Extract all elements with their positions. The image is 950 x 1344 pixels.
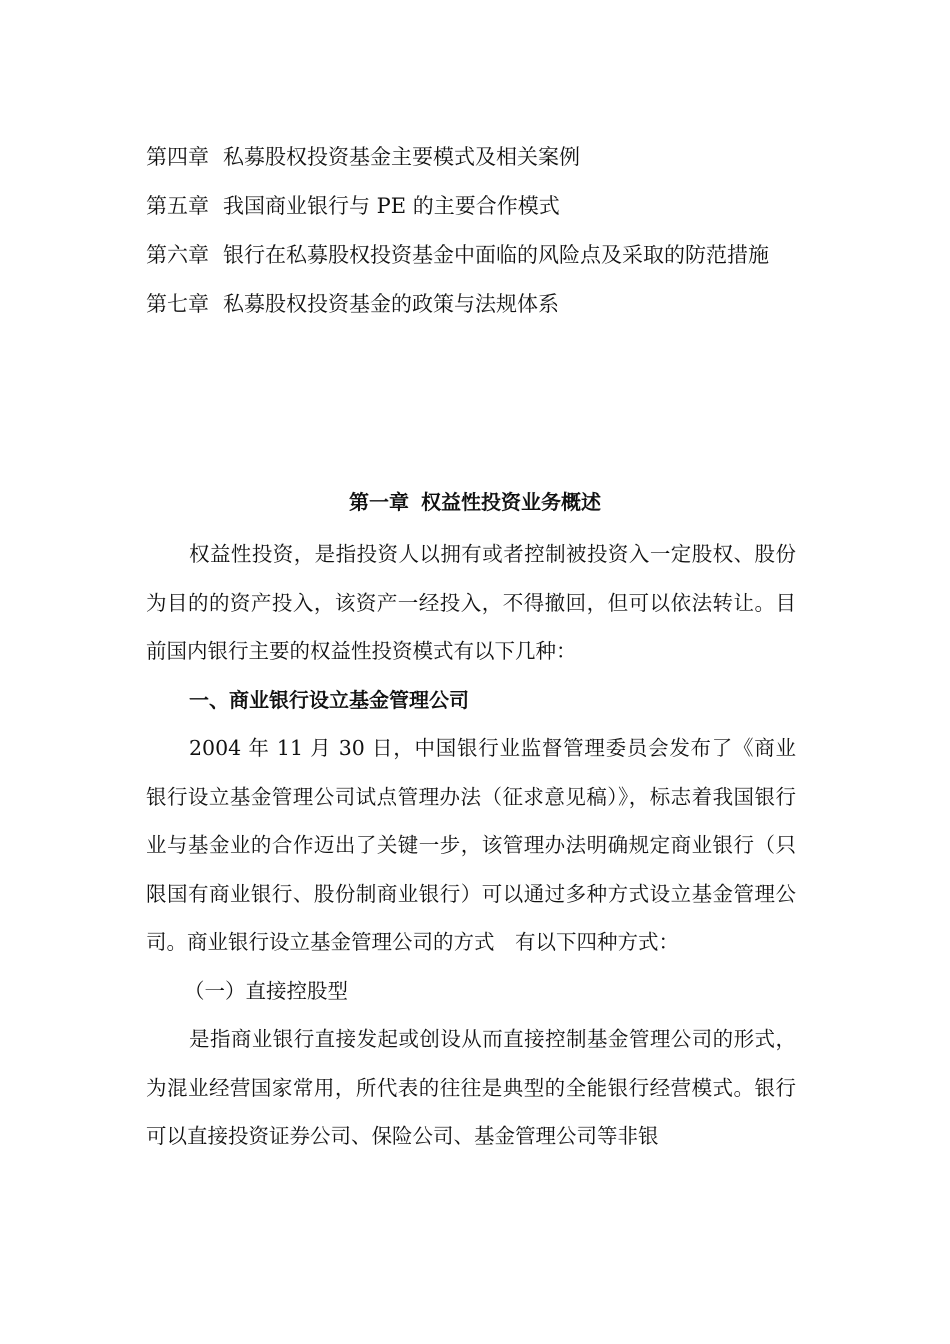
toc-entry — [146, 182, 826, 231]
table-of-contents — [146, 133, 826, 329]
toc-chapter-title: 私募股权投资基金的政策与法规体系 — [223, 292, 559, 316]
toc-entry — [146, 231, 826, 280]
chapter-heading-text: 权益性投资业务概述 — [421, 490, 601, 514]
chapter-heading — [0, 482, 950, 522]
toc-chapter-number: 第五章 — [146, 194, 209, 218]
section-paragraph: 2004 年 11 月 30 日，中国银行业监督管理委员会发布了《商业银行设立基金管理公司试点管理办法（征求意见稿）》，标志着我国银行业与基金业的合作迈出了关键一步，该管理办法明确规定商业银行（只限国有商业银行、股份制商业银行）可以通过多种方式设立基金管理公司。商业银行设立基金管理公司的方式 有以下四种方式： — [146, 736, 796, 954]
chapter-number: 第一章 — [349, 490, 409, 514]
subsection-paragraph: 是指商业银行直接发起或创设从而直接控制基金管理公司的形式，为混业经营国家常用，所代表的往往是典型的全能银行经营模式。银行可以直接投资证券公司、保险公司、基金管理公司等非银 — [146, 1027, 796, 1148]
intro-paragraph: 权益性投资，是指投资人以拥有或者控制被投资入一定股权、股份为目的的资产投入，该资产一经投入，不得撤回，但可以依法转让。目前国内银行主要的权益性投资模式有以下几种： — [146, 542, 796, 663]
section-heading: 一、商业银行设立基金管理公司 — [189, 687, 469, 712]
toc-entry — [146, 133, 826, 182]
toc-chapter-number: 第四章 — [146, 145, 209, 169]
toc-entry — [146, 280, 826, 329]
toc-chapter-title: 银行在私募股权投资基金中面临的风险点及采取的防范措施 — [223, 243, 769, 267]
toc-chapter-number: 第六章 — [146, 243, 209, 267]
toc-chapter-title: 私募股权投资基金主要模式及相关案例 — [223, 145, 580, 169]
toc-chapter-title: 我国商业银行与 PE 的主要合作模式 — [223, 194, 560, 218]
toc-chapter-number: 第七章 — [146, 292, 209, 316]
subsection-heading: （一）直接控股型 — [184, 978, 348, 1003]
chapter-body — [146, 530, 796, 1161]
